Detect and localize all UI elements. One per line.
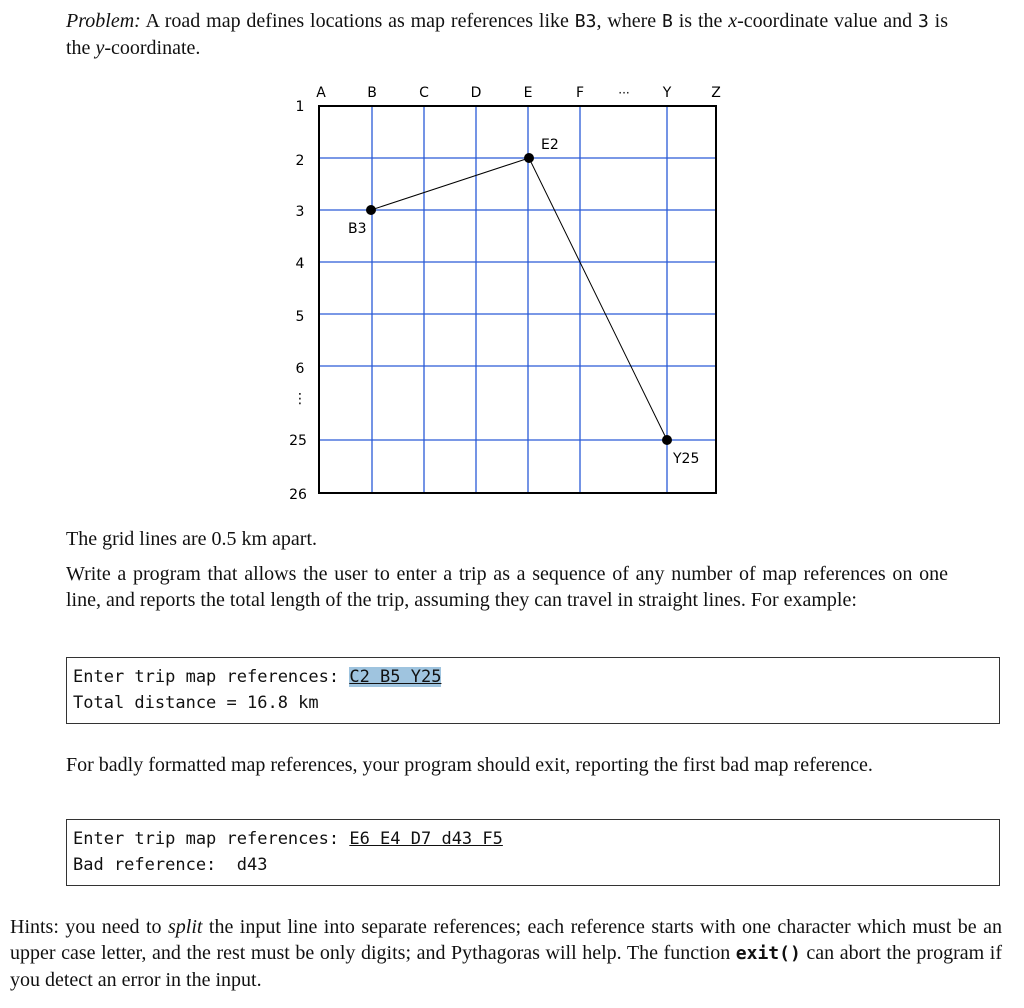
grid-note: The grid lines are 0.5 km apart. xyxy=(66,528,318,550)
col-label: B xyxy=(367,85,377,101)
row-labels xyxy=(289,99,307,503)
point-e2 xyxy=(524,153,534,163)
hints-exit-code: exit() xyxy=(735,943,801,964)
row-label: 25 xyxy=(289,433,307,449)
example-box-1 xyxy=(66,657,1000,724)
row-label: 26 xyxy=(289,487,307,503)
problem-text: -coordinate. xyxy=(104,37,201,59)
code-b: B xyxy=(662,11,673,32)
example-2-prompt: Enter trip map references: xyxy=(73,829,350,849)
problem-label: Problem: xyxy=(66,10,141,32)
task-description: Write a program that allows the user to enter a trip as a sequence of any number of map references on one line, and reports the total length of the trip, assuming they can travel in straight lines. For example: xyxy=(66,563,948,611)
point-label-y25: Y25 xyxy=(673,451,700,467)
example-2-output-label: Bad reference: xyxy=(73,855,237,875)
col-label: Z xyxy=(711,85,721,101)
problem-text: is the xyxy=(66,10,949,59)
example-2-input: E6 E4 D7 d43 F5 xyxy=(349,829,503,849)
var-y: y xyxy=(95,37,105,59)
problem-text: -coordinate value and xyxy=(737,10,918,32)
col-label: A xyxy=(316,85,326,101)
row-label: 3 xyxy=(295,204,305,220)
col-label: C xyxy=(419,85,429,101)
problem-text: A road map defines locations as map references like xyxy=(140,10,575,32)
code-3: 3 xyxy=(917,11,929,32)
hints xyxy=(10,914,1002,993)
hints-text: can abort the program if you detect an error in the input. xyxy=(10,942,1002,991)
example-1-input: C2 B5 Y25 xyxy=(349,667,442,687)
point-label-b3: B3 xyxy=(348,221,367,237)
column-labels xyxy=(316,85,721,101)
col-label: E xyxy=(523,85,533,101)
example-box-2 xyxy=(66,819,1000,886)
row-label: 1 xyxy=(295,99,305,115)
problem-text: is the xyxy=(672,10,729,32)
trip-path xyxy=(371,158,667,440)
example-1-prompt: Enter trip map references: xyxy=(73,667,350,687)
row-label: 6 xyxy=(295,361,305,377)
example-1-output: Total distance = 16.8 km xyxy=(73,693,319,713)
point-y25 xyxy=(662,435,672,445)
problem-text: , where xyxy=(596,10,663,32)
col-label: D xyxy=(470,85,482,101)
hints-text: Hints: you need to xyxy=(10,916,169,938)
bad-reference-note: For badly formatted map references, your program should exit, reporting the first bad map reference. xyxy=(66,754,873,776)
example-1-prompt-line xyxy=(73,664,993,690)
col-label-ellipsis: ··· xyxy=(618,86,630,100)
point-b3 xyxy=(366,205,376,215)
col-label: F xyxy=(575,85,585,101)
example-2-output-value: d43 xyxy=(236,855,268,875)
hints-text: the input line into separate references; each reference starts with one character which must be an upper case letter, and the rest must be only digits; and Pythagoras will help. The function xyxy=(10,916,1002,964)
row-label: 5 xyxy=(295,309,305,325)
example-2-prompt-line xyxy=(73,826,993,852)
row-label-ellipsis: ⋮ xyxy=(293,391,307,407)
code-b3: B3 xyxy=(574,11,597,32)
row-label: 4 xyxy=(295,256,305,272)
var-x: x xyxy=(728,10,738,32)
row-label: 2 xyxy=(295,153,305,169)
grid-lines xyxy=(319,106,716,493)
point-label-e2: E2 xyxy=(541,137,559,153)
col-label: Y xyxy=(662,85,672,101)
example-2-output-line xyxy=(73,852,993,878)
grid-border xyxy=(319,106,716,493)
hints-split: split xyxy=(168,916,203,938)
